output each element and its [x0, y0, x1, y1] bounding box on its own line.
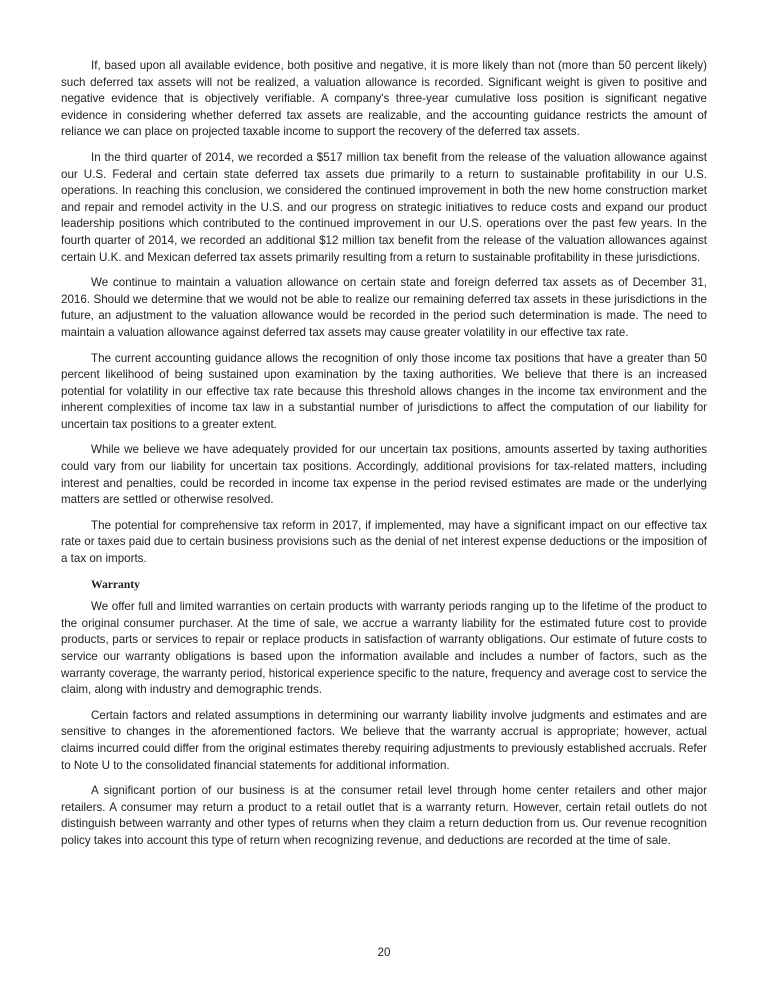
paragraph-uncertain-tax-positions: While we believe we have adequately provided for our uncertain tax positions, amounts asserted by taxing authorities could vary from our liability for uncertain tax positions. Accordingly, additional provisions for tax-related matters, including interest and penalties, could be recorded in income tax expense in the period revised estimates are made or the underlying matters are settled or otherwise resolved.	[61, 443, 707, 507]
paragraph-warranty-offer: We offer full and limited warranties on certain products with warranty periods ranging up to the lifetime of the product to the original consumer purchaser. At the time of sale, we accrue a warranty liability for the estimated future cost to provide products, parts or services to repair or replace products in satisfaction of warranty obligations. Our estimate of future costs to service our warranty obligations is based upon the information available and includes a number of factors, such as the warranty coverage, the warranty period, historical experience specific to the nature, frequency and average cost to service the claim, along with industry and demographic trends.	[61, 600, 707, 697]
paragraph-valuation-allowance-evidence: If, based upon all available evidence, both positive and negative, it is more likely than not (more than 50 percent likely) such deferred tax assets will not be realized, a valuation allowance is recorded. Significant weight is given to positive and negative evidence that is objectively verifiable. A company's three-year cumulative loss position is significant negative evidence in considering whether deferred tax assets are realizable, and the accounting guidance restricts the amount of reliance we can place on projected taxable income to support the recovery of the deferred tax assets.	[61, 59, 707, 139]
paragraph-warranty-retail-returns: A significant portion of our business is at the consumer retail level through home center retailers and other major retailers. A consumer may return a product to a retail outlet that is a warranty return. However, certain retail outlets do not distinguish between warranty and other types of returns when they claim a return deduction from us. Our revenue recognition policy takes into account this type of return when recognizing revenue, and deductions are recorded at the time of sale.	[61, 784, 707, 847]
paragraph-2014-tax-benefit: In the third quarter of 2014, we recorded a $517 million tax benefit from the release of the valuation allowance against our U.S. Federal and certain state deferred tax assets due primarily to a return to sustainable profitability in our U.S. operations. In reaching this conclusion, we considered the continued improvement in both the new home construction market and repair and remodel activity in the U.S. and our progress on strategic initiatives to reduce costs and expand our product leadership positions which contributed to the continued improvement in our U.S. operations over the past few years. In the fourth quarter of 2014, we recorded an additional $12 million tax benefit from the release of the valuation allowances against certain U.K. and Mexican deferred tax assets primarily resulting from a return to sustainable profitability in these jurisdictions.	[61, 150, 707, 264]
paragraph-warranty-judgments: Certain factors and related assumptions in determining our warranty liability involve judgments and estimates and are sensitive to changes in the aforementioned factors. We believe that the warranty accrual is appropriate; however, actual claims incurred could differ from the original estimates thereby requiring adjustments to previously established accruals. Refer to Note U to the consolidated financial statements for additional information.	[61, 708, 707, 772]
page-number: 20	[377, 946, 391, 959]
document-body	[61, 58, 707, 859]
paragraph-tax-reform: The potential for comprehensive tax reform in 2017, if implemented, may have a significant impact on our effective tax rate or taxes paid due to certain business provisions such as the denial of net interest expense deductions or the imposition of a tax on imports.	[61, 518, 707, 566]
section-heading-warranty: Warranty	[91, 577, 140, 591]
paragraph-maintain-valuation-allowance: We continue to maintain a valuation allowance on certain state and foreign deferred tax assets as of December 31, 2016. Should we determine that we would not be able to realize our remaining deferred tax assets in these jurisdictions in the future, an adjustment to the valuation allowance would be recorded in the period such determination is made. The need to maintain a valuation allowance against deferred tax assets may cause greater volatility in our effective tax rate.	[61, 276, 707, 339]
paragraph-uncertain-tax-guidance: The current accounting guidance allows the recognition of only those income tax positions that have a greater than 50 percent likelihood of being sustained upon examination by the taxing authorities. We believe that there is an increased potential for volatility in our effective tax rate because this threshold allows changes in the income tax environment and the inherent complexities of income tax law in a substantial number of jurisdictions to affect the computation of our liability for uncertain tax positions to a greater extent.	[61, 351, 707, 431]
